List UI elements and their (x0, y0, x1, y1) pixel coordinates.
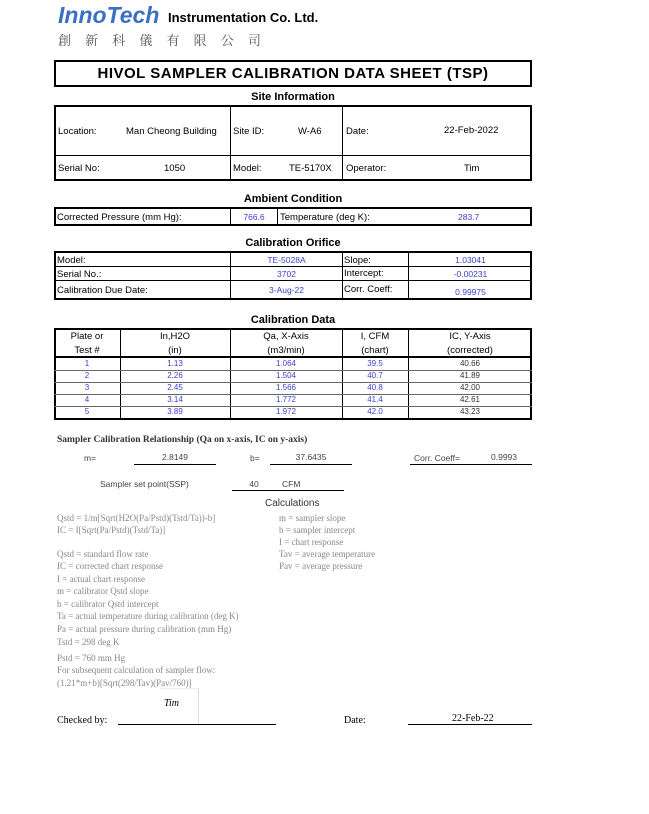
corr-value: 0.9993 (491, 452, 517, 462)
footer-date-value: 22-Feb-22 (452, 713, 494, 724)
col-sub-i: (chart) (361, 345, 389, 356)
sheet-title: HIVOL SAMPLER CALIBRATION DATA SHEET (TSP) (54, 60, 532, 87)
cell-inh2o: 1.13 (167, 359, 183, 368)
cell-qa: 1.504 (275, 371, 297, 380)
site-id-label: Site ID: (233, 126, 265, 137)
cell-ic: 40.66 (459, 359, 481, 368)
calc-line: m = calibrator Qstd slope (57, 586, 149, 596)
cell-qa: 1.064 (275, 359, 297, 368)
serial-label: Serial No: (58, 163, 100, 174)
m-label: m= (84, 453, 97, 463)
cell-i: 39.5 (367, 359, 383, 368)
cell-plate: 3 (84, 383, 90, 392)
location-label: Location: (58, 126, 97, 137)
temp-label: Temperature (deg K): (280, 212, 370, 223)
footer-date-label: Date: (344, 715, 366, 726)
pressure-value: 766.6 (243, 212, 265, 222)
operator-label: Operator: (346, 163, 387, 174)
calc-line: (1.21*m+b)[Sqrt(298/Tav)(Pav/760)] (57, 678, 192, 688)
cell-ic: 43.23 (459, 407, 481, 416)
orifice-heading: Calibration Orifice (245, 237, 341, 249)
temp-value: 283.7 (458, 212, 480, 222)
relationship-heading: Sampler Calibration Relationship (Qa on x-axis, IC on y-axis) (57, 435, 308, 445)
corr-label: Corr. Coeff= (414, 453, 460, 463)
col-sub-ic: (corrected) (447, 345, 493, 356)
cell-inh2o: 2.26 (167, 371, 183, 380)
calc-line: IC = corrected chart response (57, 561, 164, 571)
calc-line: I = actual chart response (57, 574, 146, 584)
calc-line: Pstd = 760 mm Hg (57, 653, 126, 663)
ssp-label: Sampler set point(SSP) (100, 479, 189, 489)
coeff-value: 0.99975 (455, 287, 486, 297)
company-chinese-name: 創 新 科 儀 有 限 公 司 (58, 34, 266, 49)
calc-definition: Pav = average pressure (279, 561, 363, 571)
calc-line: Qstd = 1/m[Sqrt(H2O(Pa/Pstd)(Tstd/Ta))-b] (57, 513, 216, 523)
company-logo: InnoTech (58, 2, 160, 28)
cell-qa: 1.566 (275, 383, 297, 392)
calc-definition: m = sampler slope (279, 513, 346, 523)
col-sub-plate: Test # (74, 345, 100, 356)
calc-line: Qstd = standard flow rate (57, 549, 149, 559)
m-value: 2.8149 (162, 452, 188, 462)
company-name: Instrumentation Co. Ltd. (168, 10, 319, 25)
calc-line: IC = I[Sqrt(Pa/Pstd)(Tstd/Ta)] (57, 525, 166, 535)
cell-ic: 41.89 (459, 371, 481, 380)
calc-definition: Tav = average temperature (279, 549, 376, 559)
model-label: Model: (233, 163, 262, 174)
cell-qa: 1.972 (275, 407, 297, 416)
intercept-label: Intercept: (344, 268, 384, 279)
date-label: Date: (346, 126, 369, 137)
orifice-model-label: Model: (57, 255, 86, 266)
cell-i: 41.4 (367, 395, 383, 404)
calculations-heading: Calculations (265, 498, 320, 509)
checked-by-label: Checked by: (57, 715, 108, 726)
operator-value: Tim (464, 163, 480, 174)
pressure-label: Corrected Pressure (mm Hg): (57, 212, 182, 223)
col-header-qa: Qa, X-Axis (263, 331, 309, 342)
col-header-inh2o: In,H2O (159, 331, 191, 342)
signature: Tim (164, 698, 180, 709)
cell-inh2o: 3.14 (167, 395, 183, 404)
cell-qa: 1.772 (275, 395, 297, 404)
date-value: 22-Feb-2022 (444, 125, 499, 136)
col-sub-inh2o: (in) (168, 345, 182, 356)
model-value: TE-5170X (289, 163, 332, 174)
slope-value: 1.03041 (455, 255, 486, 265)
due-date-label: Calibration Due Date: (57, 285, 148, 296)
col-header-plate: Plate or (70, 331, 104, 342)
coeff-label: Corr. Coeff: (344, 284, 393, 295)
orifice-model-value: TE-5028A (267, 255, 306, 265)
calib-heading: Calibration Data (250, 314, 336, 326)
orifice-serial-label: Serial No.: (57, 269, 102, 280)
cell-plate: 2 (84, 371, 90, 380)
ambient-heading: Ambient Condition (243, 193, 343, 205)
calc-line: Tstd = 298 deg K (57, 637, 120, 647)
location-value: Man Cheong Building (126, 126, 217, 137)
calc-line: Pa = actual pressure during calibration (mm Hg) (57, 624, 232, 634)
col-header-i: I, CFM (360, 331, 390, 342)
col-header-ic: IC, Y-Axis (449, 331, 491, 342)
ssp-unit: CFM (282, 479, 301, 489)
calc-definition: I = chart response (279, 537, 344, 547)
b-label: b= (250, 453, 260, 463)
orifice-serial-value: 3702 (277, 269, 296, 279)
cell-i: 42.0 (367, 407, 383, 416)
ssp-value: 40 (249, 479, 259, 489)
cell-plate: 5 (84, 407, 90, 416)
cell-inh2o: 3.89 (167, 407, 183, 416)
cell-plate: 1 (84, 359, 90, 368)
site-info-heading: Site Information (251, 91, 335, 103)
calc-line: b = calibrator Qstd intercept (57, 599, 159, 609)
cell-i: 40.7 (367, 371, 383, 380)
site-id-value: W-A6 (298, 126, 322, 137)
serial-value: 1050 (164, 163, 186, 174)
calc-definition: b = sampler intercept (279, 525, 356, 535)
cell-plate: 4 (84, 395, 90, 404)
calc-line: For subsequent calculation of sampler flow: (57, 665, 216, 675)
col-sub-qa: (m3/min) (267, 345, 305, 356)
due-date-value: 3-Aug-22 (269, 285, 304, 295)
cell-ic: 42.00 (459, 383, 481, 392)
cell-ic: 42.61 (459, 395, 481, 404)
cell-i: 40.8 (367, 383, 383, 392)
slope-label: Slope: (344, 255, 371, 266)
intercept-value: -0.00231 (453, 269, 488, 279)
calc-line: Ta = actual temperature during calibration (deg K) (57, 611, 239, 621)
b-value: 37.6435 (295, 452, 327, 462)
cell-inh2o: 2.45 (167, 383, 183, 392)
